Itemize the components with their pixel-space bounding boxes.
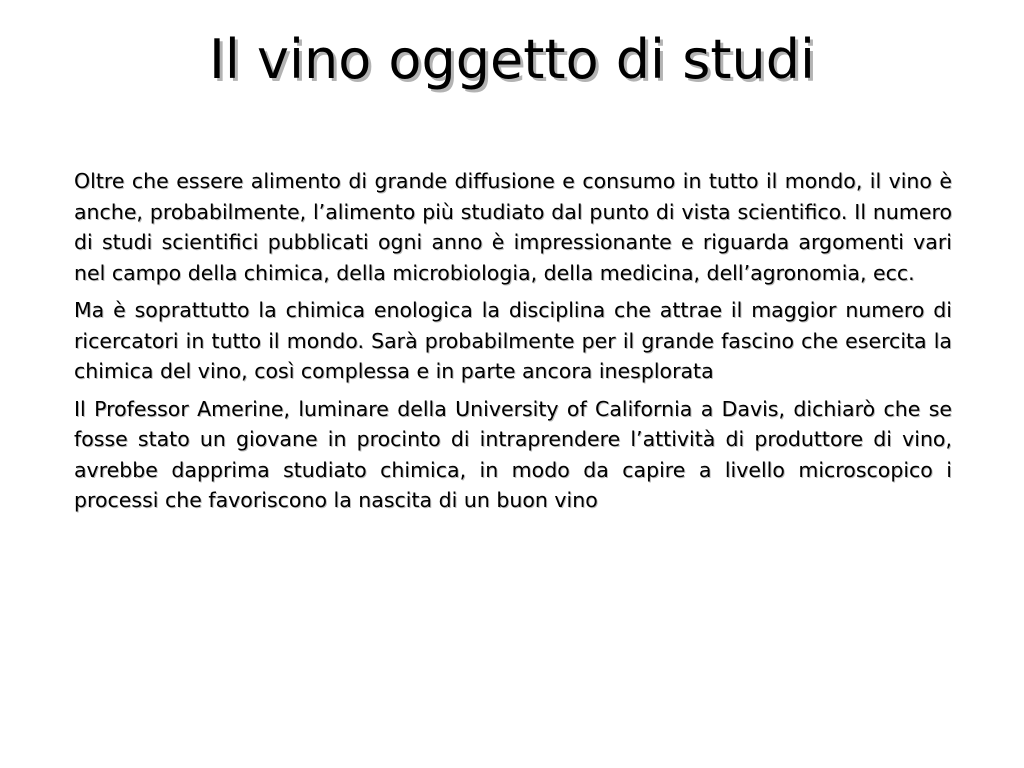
slide-body xyxy=(74,166,952,523)
paragraph-3: Il Professor Amerine, luminare della University of California a Davis, dichiarò che se fosse stato un giovane in procinto di intraprendere l’attività di produttore di vino, avrebbe dapprima studiato chimica, in modo da capire a livello microscopico i processi che favoriscono la nascita di un buon vino xyxy=(74,396,952,512)
paragraph-1: Oltre che essere alimento di grande diffusione e consumo in tutto il mondo, il vino è anche, probabilmente, l’alimento più studiato dal punto di vista scientifico. Il numero di studi scientifici pubblicati ogni anno è impressionante e riguarda argomenti vari nel campo della chimica, della microbiologia, della medicina, dell’agronomia, ecc. xyxy=(74,169,952,285)
slide-title: Il vino oggetto di studi xyxy=(208,28,816,91)
paragraph-2: Ma è soprattutto la chimica enologica la disciplina che attrae il maggior numero di ricercatori in tutto il mondo. Sarà probabilmente per il grande fascino che esercita la chimica del vino, così complessa e in parte ancora inesplorata xyxy=(74,298,952,383)
